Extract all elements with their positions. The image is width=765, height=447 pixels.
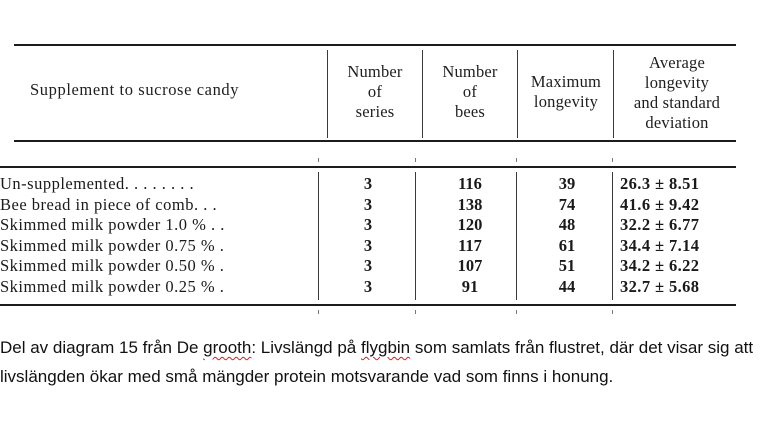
row-max: 44 bbox=[558, 276, 576, 296]
row-max: 39 bbox=[558, 174, 576, 193]
header-divider-2 bbox=[422, 50, 423, 138]
row-series: 3 bbox=[363, 215, 373, 234]
row-avg: 26.3 ± 8.51 bbox=[620, 174, 700, 193]
row-max: 51 bbox=[558, 256, 576, 275]
header-supplement: Supplement to sucrose candy bbox=[30, 80, 240, 99]
row-max: 74 bbox=[558, 194, 576, 214]
header-line: series bbox=[355, 102, 395, 121]
row-avg: 32.2 ± 6.77 bbox=[620, 215, 700, 234]
row-bees: 116 bbox=[458, 174, 482, 193]
row-series: 3 bbox=[363, 276, 373, 296]
table-row bbox=[0, 236, 740, 256]
row-label: Bee bread in piece of comb. . . bbox=[0, 194, 218, 214]
spellcheck-word-grooth[interactable]: grooth bbox=[203, 338, 252, 357]
spellcheck-word-flygbin[interactable]: flygbin bbox=[361, 338, 411, 357]
header-line: Number bbox=[347, 62, 403, 81]
row-label: Skimmed milk powder 1.0 % . . bbox=[0, 215, 225, 234]
header-average-longevity bbox=[615, 53, 739, 133]
row-label: Un-supplemented. . . . . . . . bbox=[0, 174, 195, 193]
header-line: of bbox=[367, 82, 383, 101]
scan-tick bbox=[612, 158, 613, 162]
row-avg: 34.2 ± 6.22 bbox=[620, 256, 700, 275]
row-bees: 117 bbox=[458, 235, 482, 255]
caption-text: Del av diagram 15 från De bbox=[0, 338, 204, 357]
body-top-rule bbox=[0, 166, 736, 168]
header-divider-1 bbox=[327, 50, 328, 138]
header-line: Average bbox=[648, 53, 706, 72]
row-bees: 138 bbox=[457, 194, 483, 214]
header-line: Maximum bbox=[530, 72, 602, 91]
scan-tick bbox=[318, 158, 319, 162]
header-line: of bbox=[462, 82, 478, 101]
row-max: 61 bbox=[558, 235, 576, 255]
header-maximum-longevity bbox=[519, 72, 613, 112]
row-bees: 107 bbox=[457, 256, 483, 275]
table-row bbox=[0, 195, 740, 215]
row-series: 3 bbox=[363, 174, 373, 193]
table-row bbox=[0, 215, 740, 235]
header-line: bees bbox=[454, 102, 486, 121]
figure-caption bbox=[0, 334, 760, 391]
table-row bbox=[0, 277, 740, 297]
row-series: 3 bbox=[363, 194, 373, 214]
header-number-of-bees bbox=[425, 62, 515, 122]
table-top-rule bbox=[14, 44, 736, 46]
table-row bbox=[0, 256, 740, 276]
header-number-of-series bbox=[330, 62, 420, 122]
row-avg: 41.6 ± 9.42 bbox=[620, 194, 700, 214]
row-avg: 34.4 ± 7.14 bbox=[620, 235, 700, 255]
caption-text: : Livslängd på bbox=[251, 338, 361, 357]
table-row bbox=[0, 174, 740, 194]
scan-tick bbox=[415, 310, 416, 314]
header-line: longevity bbox=[644, 73, 710, 92]
row-series: 3 bbox=[363, 235, 373, 255]
row-label: Skimmed milk powder 0.50 % . bbox=[0, 256, 225, 275]
row-label: Skimmed milk powder 0.75 % . bbox=[0, 235, 225, 255]
row-bees: 91 bbox=[461, 276, 479, 296]
header-line: deviation bbox=[645, 113, 709, 132]
scan-tick bbox=[516, 310, 517, 314]
scan-tick bbox=[612, 310, 613, 314]
caption-text: som samlats från flustret, där det visar sig att livslängden ökar med små mängder protein motsvarande vad som finns i honung. bbox=[0, 338, 754, 386]
row-avg: 32.7 ± 5.68 bbox=[620, 276, 700, 296]
row-label: Skimmed milk powder 0.25 % . bbox=[0, 276, 225, 296]
row-series: 3 bbox=[363, 256, 373, 275]
scan-tick bbox=[415, 158, 416, 162]
row-bees: 120 bbox=[457, 215, 483, 234]
header-bottom-rule bbox=[14, 140, 736, 142]
scan-tick bbox=[516, 158, 517, 162]
header-line: and standard bbox=[633, 93, 721, 112]
scan-tick bbox=[318, 310, 319, 314]
header-divider-3 bbox=[517, 50, 518, 138]
header-divider-4 bbox=[613, 50, 614, 138]
table-bottom-rule bbox=[0, 304, 736, 306]
header-line: longevity bbox=[533, 92, 599, 111]
header-line: Number bbox=[442, 62, 498, 81]
row-max: 48 bbox=[558, 215, 576, 234]
